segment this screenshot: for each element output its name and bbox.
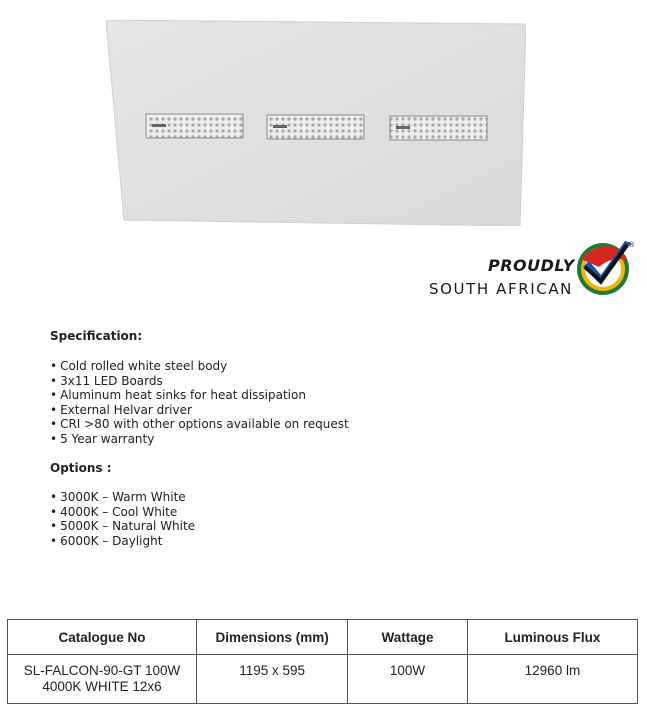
specification-heading: Specification: <box>50 329 143 343</box>
column-header-dimensions: Dimensions (mm) <box>197 620 348 655</box>
list-item: • 5000K – Natural White <box>50 519 195 534</box>
logo-text-proudly: PROUDLY <box>488 256 575 275</box>
list-item: • Aluminum heat sinks for heat dissipation <box>50 388 349 403</box>
table-row <box>8 655 638 704</box>
product-image <box>106 20 526 226</box>
checkmark-emblem-icon <box>573 237 637 301</box>
table-header-row <box>8 620 638 655</box>
options-heading: Options : <box>50 461 112 475</box>
column-header-catalogue-no: Catalogue No <box>8 620 197 655</box>
cell-wattage: 100W <box>348 655 468 704</box>
specification-list <box>50 359 349 447</box>
led-board <box>146 114 243 138</box>
list-item: • Cold rolled white steel body <box>50 359 349 374</box>
catalogue-line-2: 4000K WHITE 12x6 <box>42 679 162 694</box>
column-header-luminous-flux: Luminous Flux <box>467 620 637 655</box>
list-item: • 3000K – Warm White <box>50 490 195 505</box>
list-item: • 5 Year warranty <box>50 432 349 447</box>
catalogue-line-1: SL-FALCON-90-GT 100W <box>23 663 181 678</box>
column-header-wattage: Wattage <box>348 620 468 655</box>
list-item: • External Helvar driver <box>50 403 349 418</box>
options-list <box>50 490 195 548</box>
list-item: • 3x11 LED Boards <box>50 374 349 389</box>
list-item: • CRI >80 with other options available on request <box>50 417 349 432</box>
cell-dimensions: 1195 x 595 <box>197 655 348 704</box>
list-item: • 4000K – Cool White <box>50 505 195 520</box>
led-board <box>390 116 487 140</box>
led-board <box>267 115 364 139</box>
proudly-south-african-logo <box>425 236 637 302</box>
cell-catalogue-no <box>8 655 197 704</box>
catalogue-table <box>7 619 638 704</box>
registered-mark: ® <box>628 241 635 249</box>
list-item: • 6000K – Daylight <box>50 534 195 549</box>
logo-text-south-african: SOUTH AFRICAN <box>429 280 574 298</box>
cell-luminous-flux: 12960 lm <box>467 655 637 704</box>
